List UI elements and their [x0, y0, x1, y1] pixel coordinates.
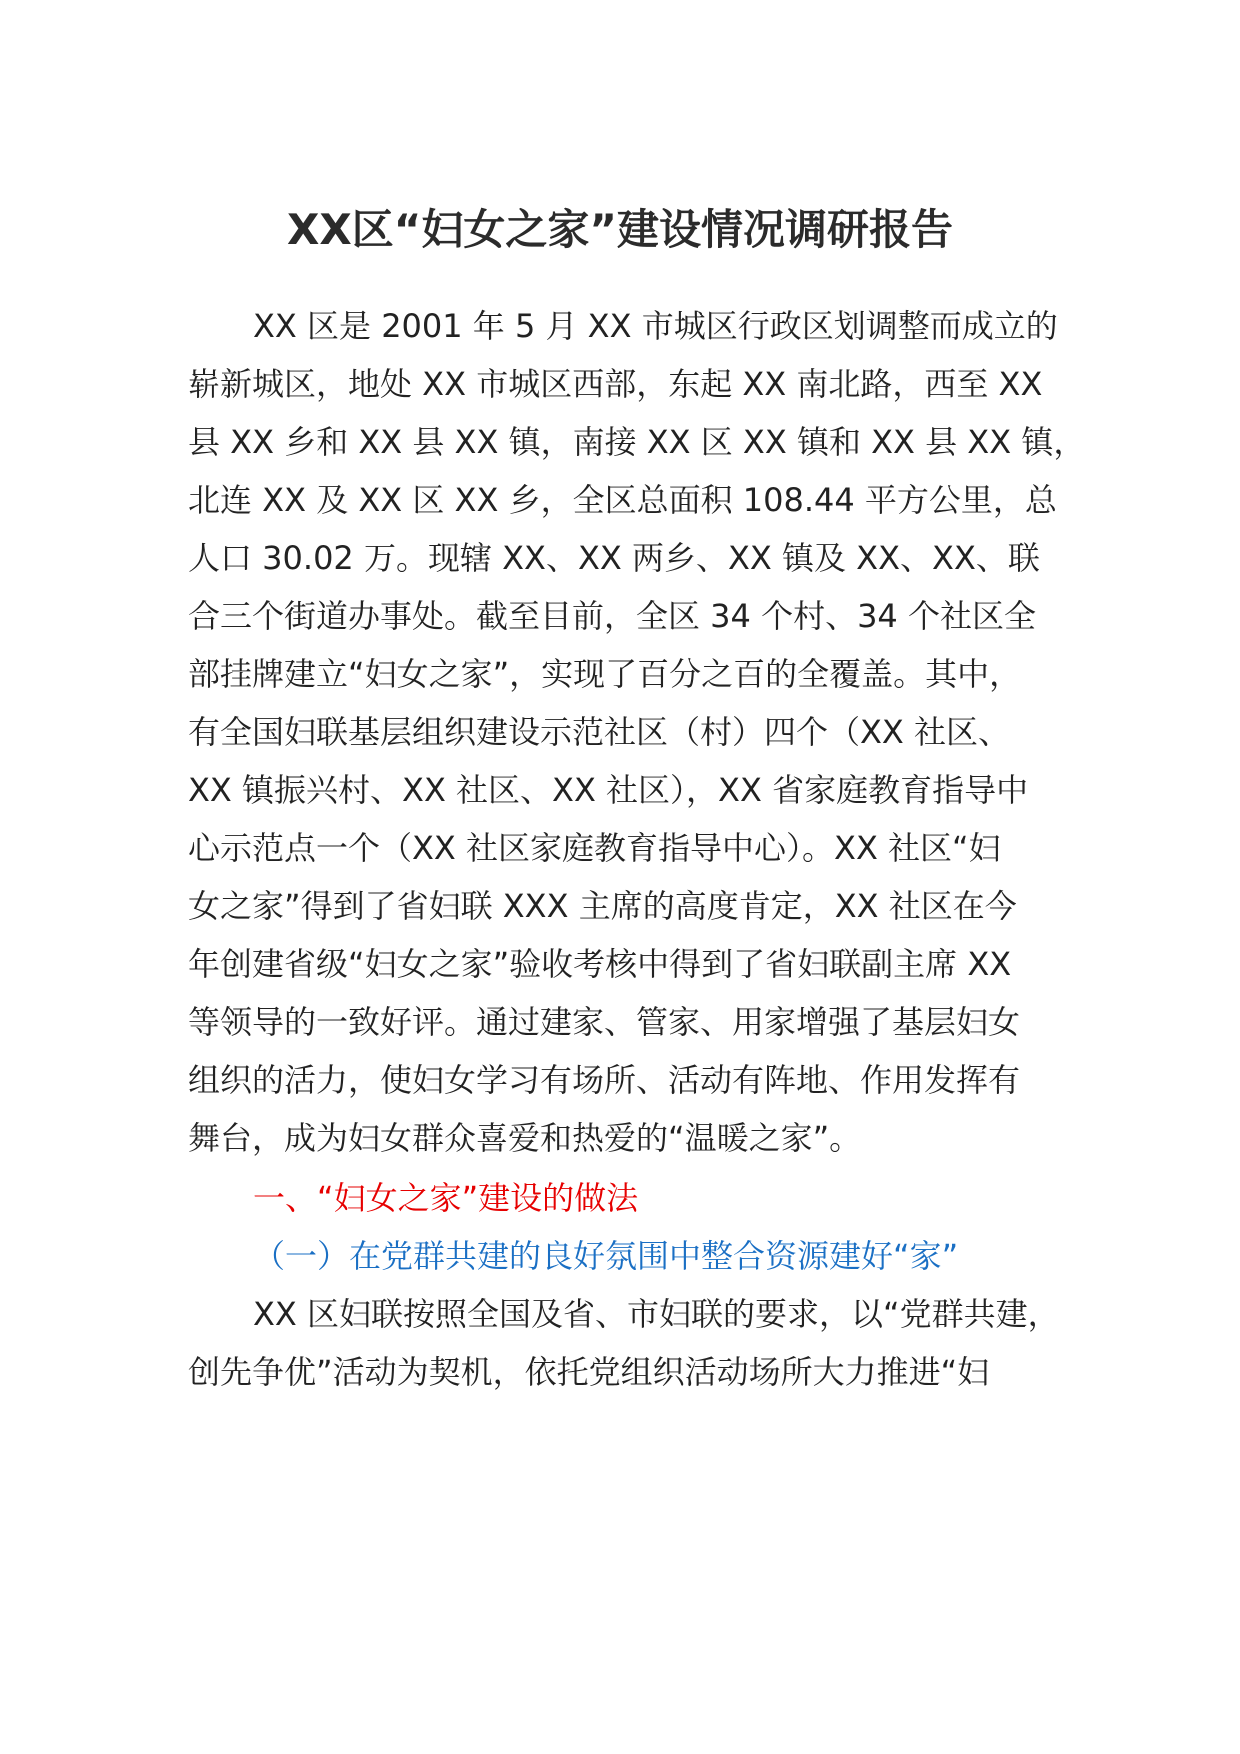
- subsection-heading: （一）在党群共建的良好氛围中整合资源建好“家”: [253, 1237, 959, 1275]
- paragraph-line: 合三个街道办事处。截至目前，全区 34 个村、34 个社区全: [188, 597, 1036, 635]
- paragraph-line: 县 XX 乡和 XX 县 XX 镇，南接 XX 区 XX 镇和 XX 县 XX 镇，: [188, 423, 1086, 461]
- paragraph-line: 人口 30.02 万。现辖 XX、XX 两乡、XX 镇及 XX、XX、联: [188, 539, 1040, 577]
- paragraph-line: 女之家”得到了省妇联 XXX 主席的高度肯定，XX 社区在今: [188, 887, 1017, 925]
- paragraph-line: 组织的活力，使妇女学习有场所、活动有阵地、作用发挥有: [188, 1061, 1021, 1099]
- paragraph-line: 心示范点一个（XX 社区家庭教育指导中心）。XX 社区“妇: [188, 829, 1001, 867]
- paragraph-line: 年创建省级“妇女之家”验收考核中得到了省妇联副主席 XX: [188, 945, 1012, 983]
- paragraph-line: 有全国妇联基层组织建设示范社区（村）四个（XX 社区、: [188, 713, 1011, 751]
- document-title: XX区“妇女之家”建设情况调研报告: [287, 205, 953, 254]
- paragraph-line: 部挂牌建立“妇女之家”，实现了百分之百的全覆盖。其中，: [188, 655, 1022, 693]
- paragraph-line: XX 区妇联按照全国及省、市妇联的要求，以“党群共建，: [253, 1295, 1060, 1333]
- paragraph-line: 创先争优”活动为契机，依托党组织活动场所大力推进“妇: [188, 1353, 990, 1391]
- paragraph-line: XX 区是 2001 年 5 月 XX 市城区行政区划调整而成立的: [253, 307, 1058, 345]
- paragraph-line: XX 镇振兴村、XX 社区、XX 社区），XX 省家庭教育指导中: [188, 771, 1029, 809]
- paragraph-line: 崭新城区，地处 XX 市城区西部，东起 XX 南北路，西至 XX: [188, 365, 1043, 403]
- paragraph-line: 舞台，成为妇女群众喜爱和热爱的“温暖之家”。: [188, 1119, 862, 1157]
- paragraph-line: 北连 XX 及 XX 区 XX 乡，全区总面积 108.44 平方公里，总: [188, 481, 1057, 519]
- section-heading: 一、“妇女之家”建设的做法: [253, 1179, 639, 1217]
- paragraph-line: 等领导的一致好评。通过建家、管家、用家增强了基层妇女: [188, 1003, 1021, 1041]
